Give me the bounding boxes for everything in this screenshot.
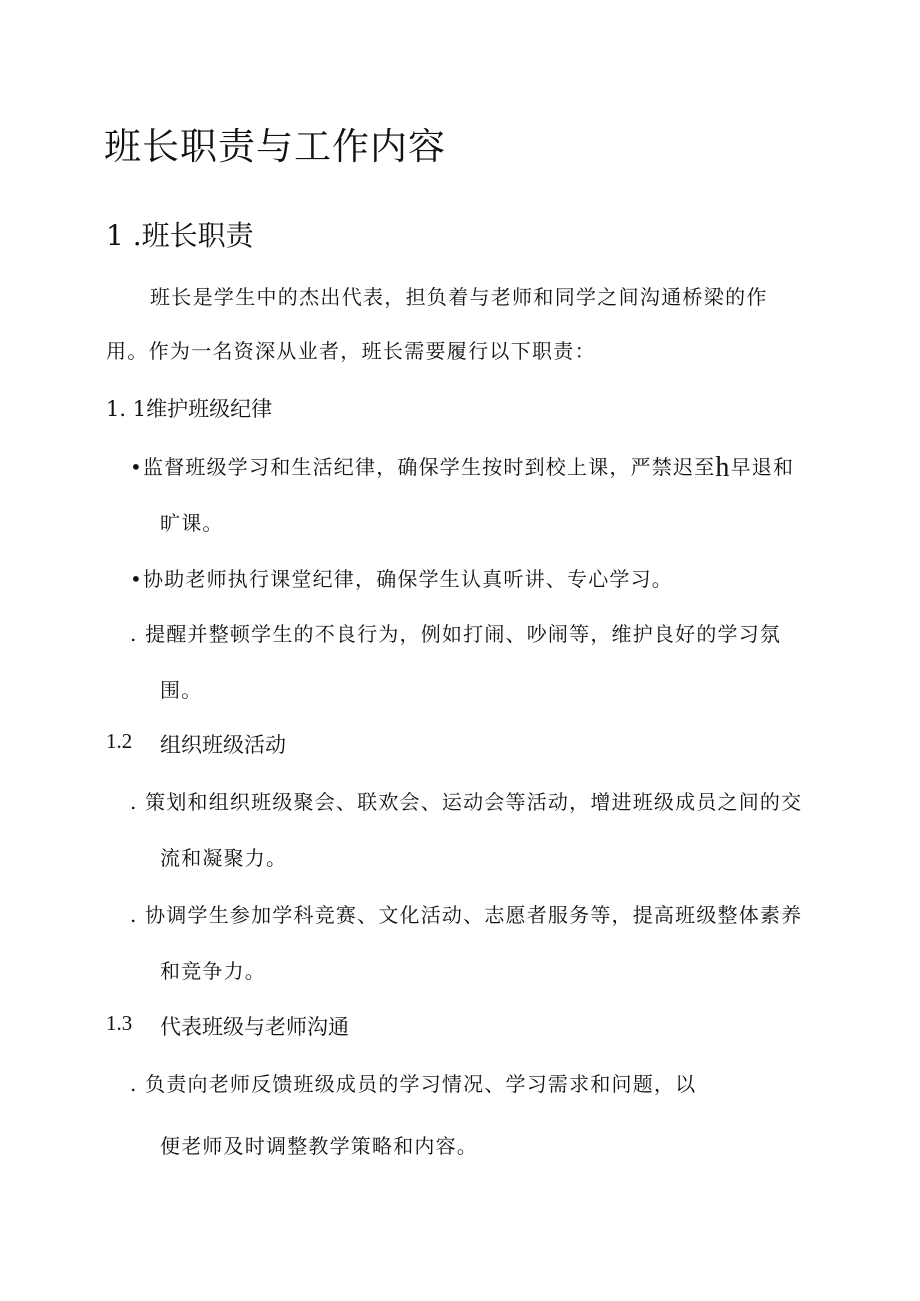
list-item-text: 早退和: [730, 455, 795, 479]
list-item-line: . 提醒并整顿学生的不良行为，例如打闹、吵闹等，维护良好的学习氛: [130, 622, 782, 646]
intro-paragraph-line: 班长是学生中的杰出代表，担负着与老师和同学之间沟通桥梁的作: [150, 285, 768, 309]
list-item-text: •监督班级学习和生活纪律，确保学生按时到校上课，严禁迟至: [130, 455, 716, 479]
subsection-heading: 代表班级与老师沟通: [160, 1015, 349, 1039]
list-item-line: 围。: [160, 678, 203, 702]
subsection-heading: 组织班级活动: [160, 733, 286, 757]
list-item-line: . 协调学生参加学科竞赛、文化活动、志愿者服务等，提高班级整体素养: [130, 903, 803, 927]
section-heading: 1 .班长职责: [106, 219, 254, 252]
list-item-line: . 策划和组织班级聚会、联欢会、运动会等活动，增进班级成员之间的交: [130, 790, 803, 814]
list-item-line: [130, 451, 794, 482]
list-item-line: 流和凝聚力。: [160, 846, 288, 870]
subsection-number: 1.2: [106, 729, 133, 753]
list-item-line: . 负责向老师反馈班级成员的学习情况、学习需求和问题，以: [130, 1072, 697, 1096]
list-item-line: 旷课。: [160, 511, 224, 535]
subsection-heading: 1. 1维护班级纪律: [106, 397, 273, 421]
list-item-glyph: h: [715, 452, 731, 483]
list-item-line: 和竞争力。: [160, 959, 266, 983]
list-item-line: •协助老师执行课堂纪律，确保学生认真听讲、专心学习。: [130, 567, 673, 591]
list-item-line: 便老师及时调整教学策略和内容。: [160, 1134, 478, 1158]
subsection-number: 1.3: [106, 1011, 133, 1035]
document-title: 班长职责与工作内容: [104, 125, 446, 168]
intro-paragraph-line: 用。作为一名资深从业者，班长需要履行以下职责：: [106, 339, 596, 363]
